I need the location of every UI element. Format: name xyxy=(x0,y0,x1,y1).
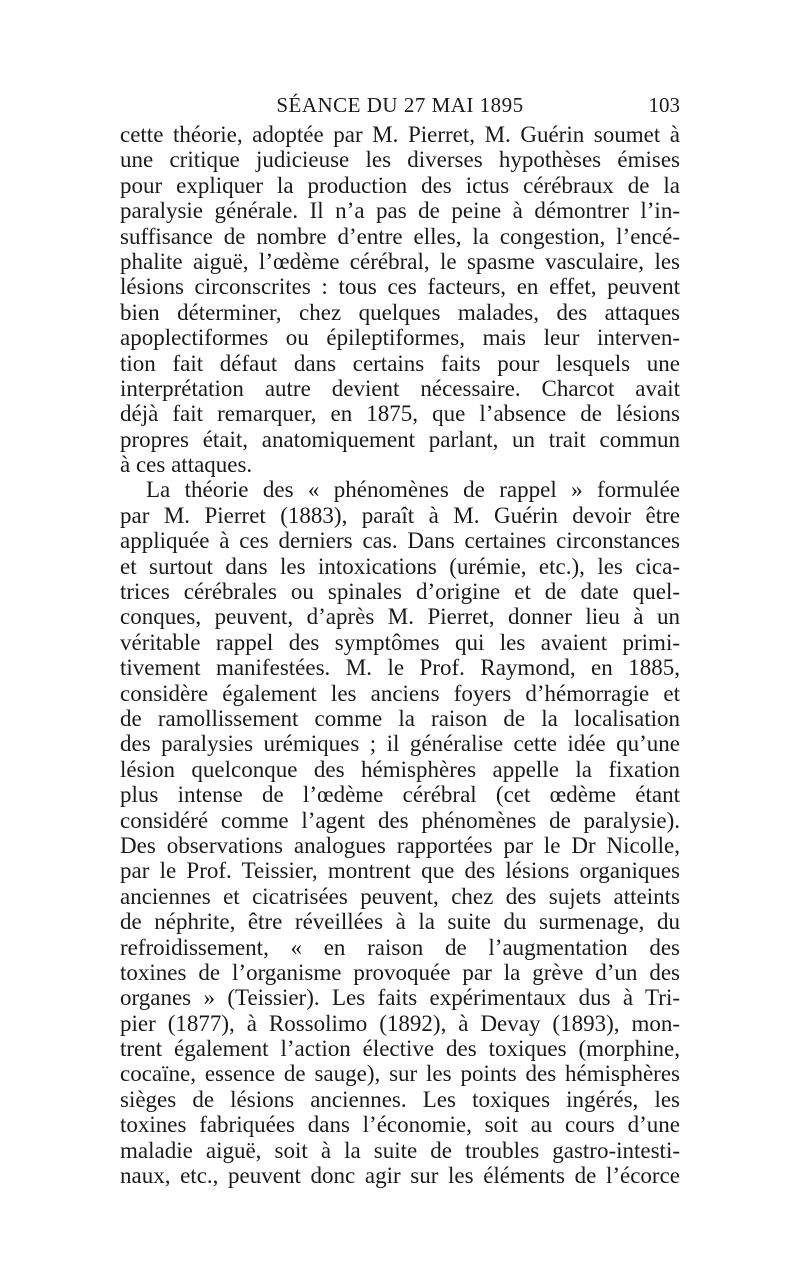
text-line: cette théorie, adoptée par M. Pierret, M. Guérin soumet à xyxy=(120,122,680,147)
text-line: lésion quelconque des hémisphères appelle la fixation xyxy=(120,756,680,782)
text-line: appliquée à ces derniers cas. Dans certaines circonstances xyxy=(120,528,680,554)
text-line: organes » (Teissier). Les faits expérimentaux dus à Tri- xyxy=(120,985,680,1011)
page-number: 103 xyxy=(648,93,680,117)
text-line: refroidissement, « en raison de l’augmentation des xyxy=(120,934,680,960)
text-line: conques, peuvent, d’après M. Pierret, donner lieu à un xyxy=(120,604,680,630)
text-line: suffisance de nombre d’entre elles, la congestion, l’encé- xyxy=(120,223,680,249)
text-line: de néphrite, être réveillées à la suite du surmenage, du xyxy=(120,909,680,935)
text-line: trices cérébrales ou spinales d’origine et de date quel- xyxy=(120,579,680,605)
text-line: par le Prof. Teissier, montrent que des lésions organiques xyxy=(120,858,680,884)
text-line: pier (1877), à Rossolimo (1892), à Devay (1893), mon- xyxy=(120,1010,680,1036)
text-line: véritable rappel des symptômes qui les avaient primi- xyxy=(120,629,680,655)
text-line: considère également les anciens foyers d’hémorragie et xyxy=(120,680,680,706)
text-line: des paralysies urémiques ; il généralise cette idée qu’une xyxy=(120,731,680,757)
text-line: trent également l’action élective des toxiques (morphine, xyxy=(120,1036,680,1062)
text-line: à ces attaques. xyxy=(120,452,253,478)
text-line: bien déterminer, chez quelques malades, des attaques xyxy=(120,299,680,325)
running-head xyxy=(120,88,680,122)
text-line: toxines fabriquées dans l’économie, soit au cours d’une xyxy=(120,1112,680,1138)
body-text xyxy=(120,122,680,1188)
book-page xyxy=(120,88,680,1188)
text-line: paralysie générale. Il n’a pas de peine à démontrer l’in- xyxy=(120,198,680,224)
text-line: et surtout dans les intoxications (urémie, etc.), les cica- xyxy=(120,553,680,579)
text-line: plus intense de l’œdème cérébral (cet œdème étant xyxy=(120,782,680,808)
text-line: considéré comme l’agent des phénomènes de paralysie). xyxy=(120,807,680,833)
text-line: une critique judicieuse les diverses hypothèses émises xyxy=(120,147,680,173)
text-line: lésions circonscrites : tous ces facteurs, en effet, peuvent xyxy=(120,274,680,300)
text-line: pour expliquer la production des ictus cérébraux de la xyxy=(120,172,680,198)
text-line: anciennes et cicatrisées peuvent, chez des sujets atteints xyxy=(120,883,680,909)
text-line: Des observations analogues rapportées par le Dr Nicolle, xyxy=(120,832,680,858)
text-line: phalite aiguë, l’œdème cérébral, le spasme vasculaire, les xyxy=(120,248,680,274)
text-line: propres était, anatomiquement parlant, un trait commun xyxy=(120,426,680,452)
text-line: tion fait défaut dans certains faits pour lesquels une xyxy=(120,350,680,376)
text-line: maladie aiguë, soit à la suite de troubles gastro-intesti- xyxy=(120,1137,680,1163)
text-line: cocaïne, essence de sauge), sur les points des hémisphères xyxy=(120,1061,680,1087)
text-line: déjà fait remarquer, en 1875, que l’absence de lésions xyxy=(120,401,680,427)
text-line: tivement manifestées. M. le Prof. Raymond, en 1885, xyxy=(120,655,680,681)
running-title: SÉANCE DU 27 MAI 1895 xyxy=(276,93,524,117)
text-line: toxines de l’organisme provoquée par la grève d’un des xyxy=(120,959,680,985)
text-line: de ramollissement comme la raison de la localisation xyxy=(120,705,680,731)
text-line: sièges de lésions anciennes. Les toxiques ingérés, les xyxy=(120,1086,680,1112)
text-line: naux, etc., peuvent donc agir sur les éléments de l’écorce xyxy=(120,1163,680,1189)
text-line: par M. Pierret (1883), paraît à M. Guérin devoir être xyxy=(120,502,680,528)
text-line: apoplectiformes ou épileptiformes, mais leur interven- xyxy=(120,325,680,351)
text-line: La théorie des « phénomènes de rappel » formulée xyxy=(146,477,680,503)
text-line: interprétation autre devient nécessaire. Charcot avait xyxy=(120,375,680,401)
